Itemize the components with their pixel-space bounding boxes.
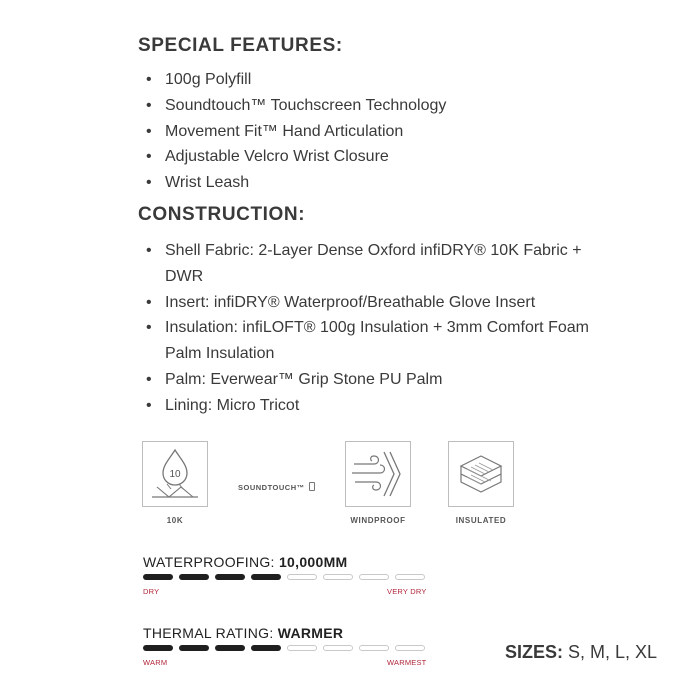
thermal-segment [143, 645, 173, 651]
waterproofing-segment [287, 574, 317, 580]
thermal-segment [215, 645, 245, 651]
thermal-segment [251, 645, 281, 651]
construction-list [146, 238, 616, 419]
list-item: • Lining: Micro Tricot [146, 396, 300, 414]
list-item: • Wrist Leash [146, 174, 250, 192]
list-item: • Movement Fit™ Hand Articulation [146, 122, 404, 140]
waterproofing-segment [251, 574, 281, 580]
waterproofing-segment [143, 574, 173, 580]
waterproofing-segment [215, 574, 245, 580]
waterproofing-segment [179, 574, 209, 580]
construction-heading: CONSTRUCTION: [138, 204, 306, 225]
phone-icon [309, 482, 315, 491]
thermal-max-label: WARMEST [387, 658, 427, 667]
waterproofing-segment [359, 574, 389, 580]
thermal-title: THERMAL RATING: WARMER [143, 625, 344, 641]
thermal-segment [179, 645, 209, 651]
windproof-label: WINDPROOF [350, 516, 406, 525]
waterproofing-min-label: DRY [143, 587, 160, 596]
special-features-list [146, 67, 646, 196]
sizes-value: S, M, L, XL [568, 642, 658, 662]
sizes [505, 642, 657, 663]
thermal-min-label: WARM [143, 658, 168, 667]
list-item: • Insert: infiDRY® Waterproof/Breathable Glove Insert [146, 293, 536, 311]
special-features-heading: SPECIAL FEATURES: [138, 35, 343, 56]
waterproofing-bar [143, 574, 425, 582]
waterproof-10k-icon [142, 441, 208, 507]
svg-text:10: 10 [169, 469, 181, 480]
thermal-segment [287, 645, 317, 651]
thermal-segment [323, 645, 353, 651]
list-item: • Adjustable Velcro Wrist Closure [146, 148, 389, 166]
list-item: • 100g Polyfill [146, 71, 252, 88]
list-item: • Insulation: infiLOFT® 100g Insulation + 3mm Comfort Foam Palm Insulation [146, 319, 589, 363]
waterproofing-title: WATERPROOFING: 10,000MM [143, 554, 348, 570]
waterproofing-segment [323, 574, 353, 580]
waterproof-10k-label: 10K [166, 516, 184, 525]
list-item: • Shell Fabric: 2-Layer Dense Oxford infiDRY® 10K Fabric + DWR [146, 242, 582, 285]
list-item: • Palm: Everwear™ Grip Stone PU Palm [146, 370, 443, 388]
thermal-segment [395, 645, 425, 651]
list-item: • Soundtouch™ Touchscreen Technology [146, 96, 447, 114]
thermal-bar [143, 645, 425, 653]
thermal-segment [359, 645, 389, 651]
sizes-label: SIZES: [505, 642, 564, 662]
waterproofing-segment [395, 574, 425, 580]
waterproofing-max-label: VERY DRY [387, 587, 427, 596]
windproof-icon [345, 441, 411, 507]
insulated-icon [448, 441, 514, 507]
soundtouch-logo: SOUNDTOUCH™ [238, 482, 315, 492]
insulated-label: INSULATED [455, 516, 507, 525]
